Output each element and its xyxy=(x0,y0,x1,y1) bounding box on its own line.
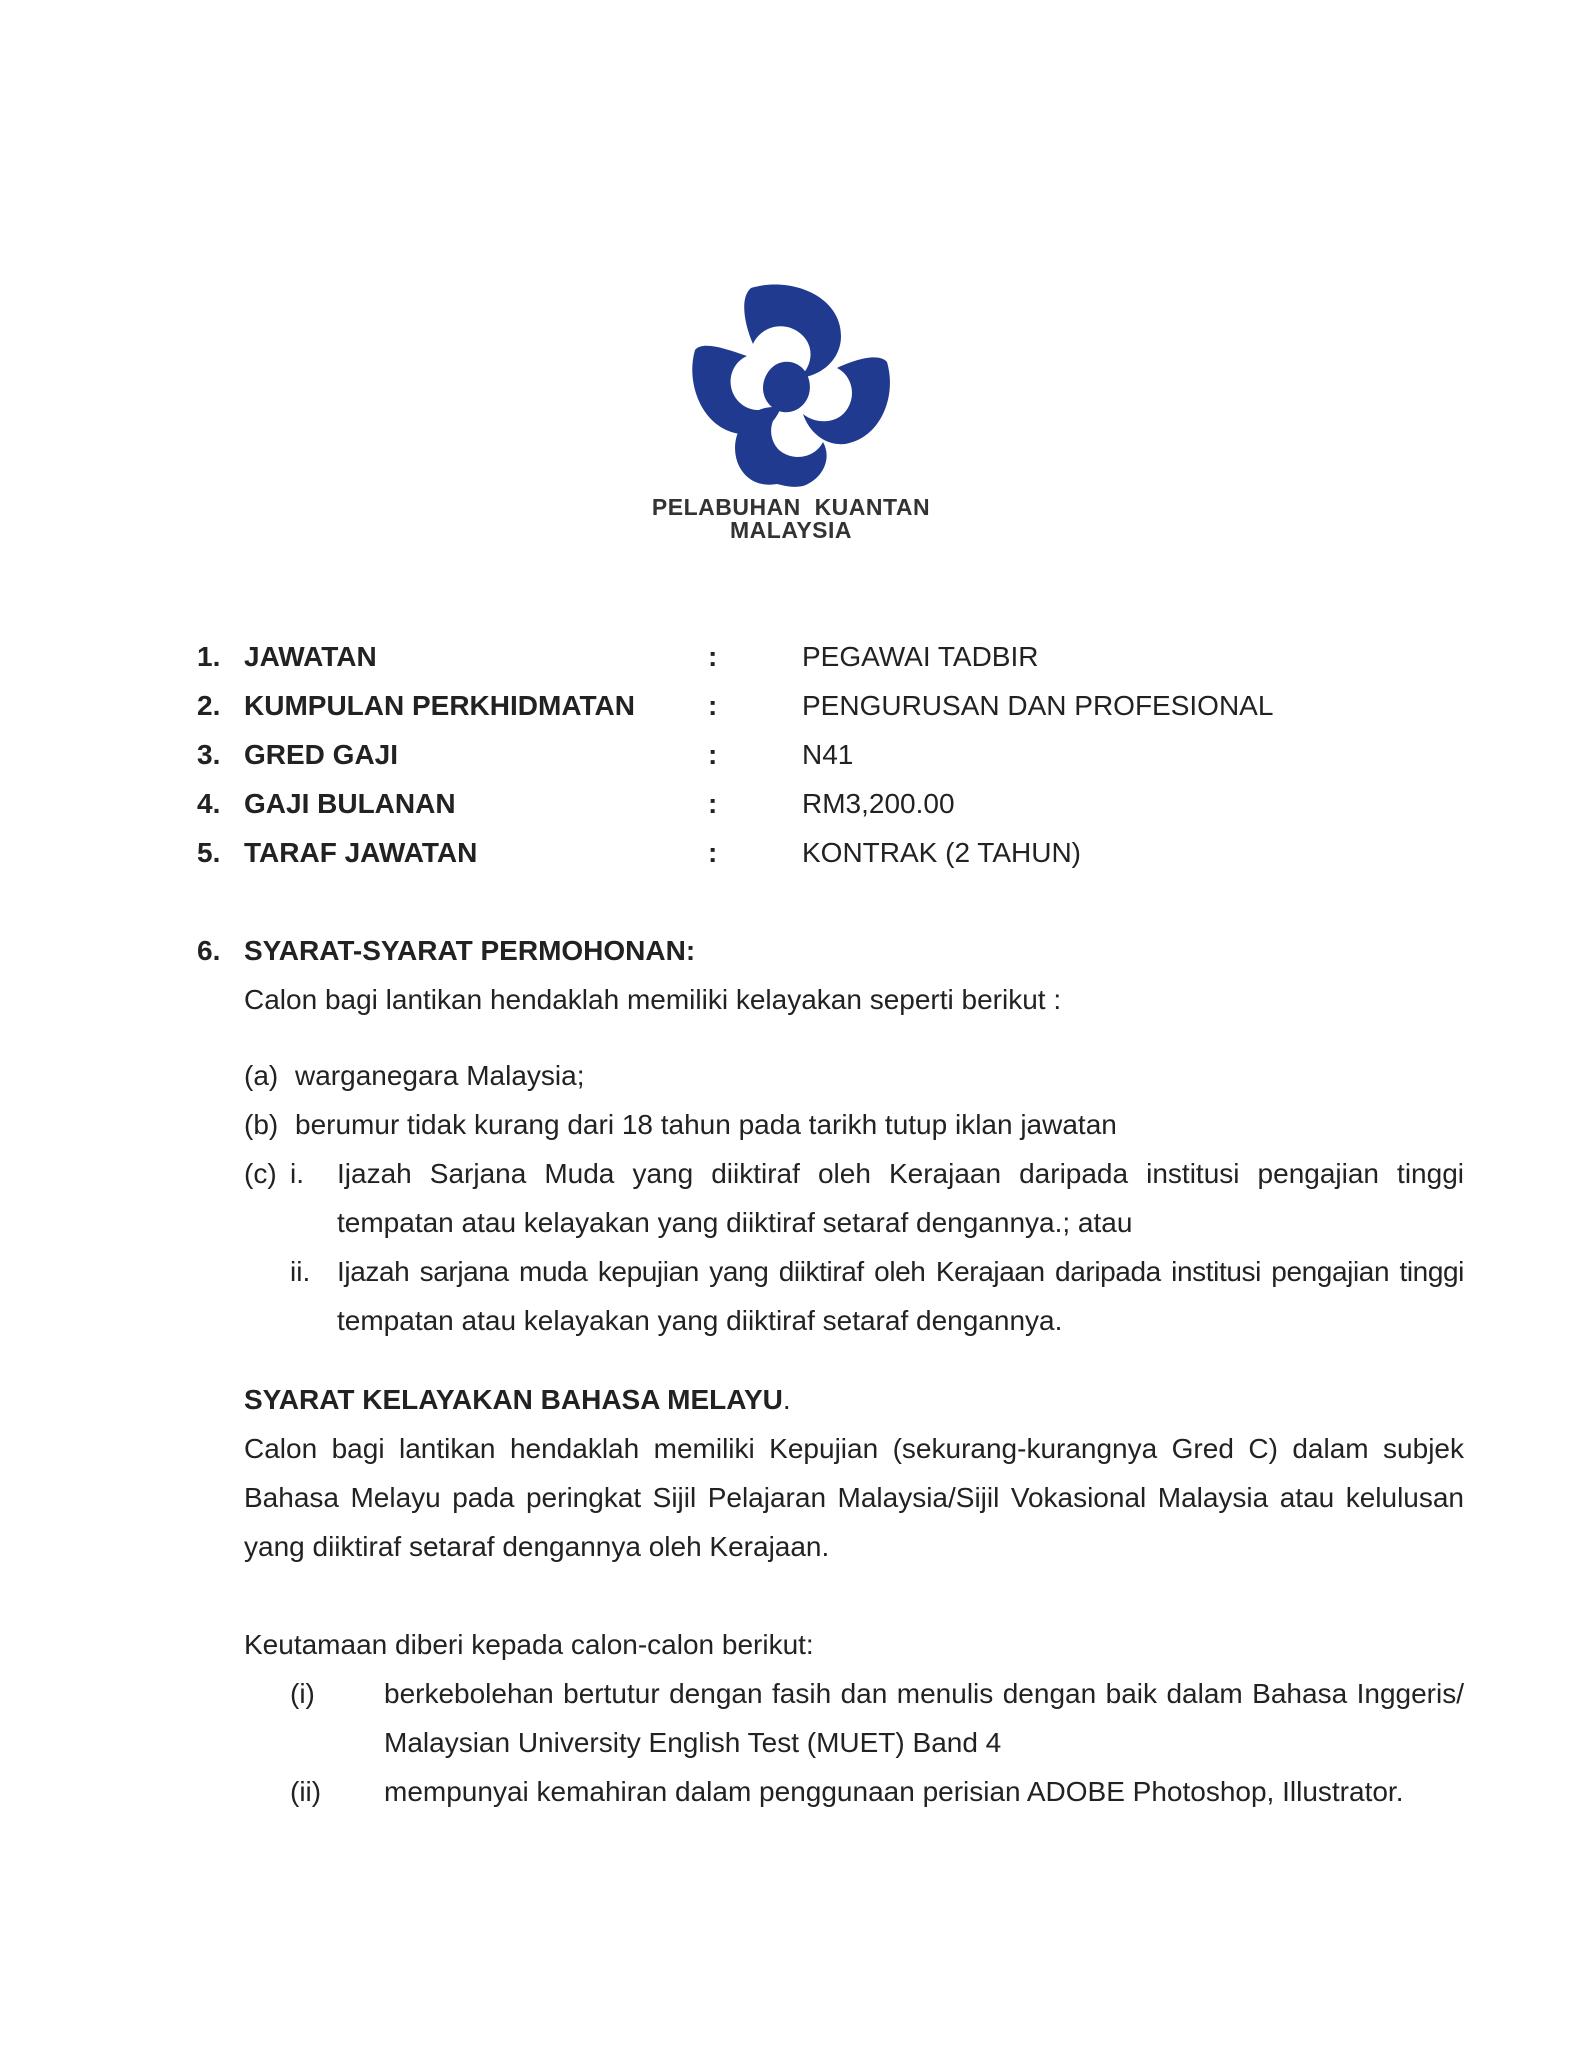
item-b-marker: (b) xyxy=(244,1109,279,1140)
item-a-text: warganegara Malaysia; xyxy=(295,1060,585,1091)
bahasa-line1: Calon bagi lantikan hendaklah memiliki Kepujian (sekurang-kurangnya Gred C) dalam subjek xyxy=(244,1433,1464,1464)
bahasa-line3: yang diiktiraf setaraf dengannya oleh Kerajaan. xyxy=(244,1531,830,1562)
syarat-heading: SYARAT-SYARAT PERMOHONAN: xyxy=(244,935,696,966)
item-c-i-line1: Ijazah Sarjana Muda yang diiktiraf oleh Kerajaan daripada institusi pengajian tinggi xyxy=(337,1158,1464,1189)
keutamaan-ii-marker: (ii) xyxy=(290,1776,322,1807)
info-label: TARAF JAWATAN xyxy=(244,837,478,868)
item-a-marker: (a) xyxy=(244,1060,279,1091)
item-c-i-marker: i. xyxy=(290,1158,304,1189)
info-colon: : xyxy=(708,739,718,770)
info-number: 5. xyxy=(197,837,221,868)
keutamaan-i-line1: berkebolehan bertutur dengan fasih dan menulis dengan baik dalam Bahasa Inggeris/ xyxy=(384,1678,1464,1709)
info-value: RM3,200.00 xyxy=(802,788,955,819)
item-b-text: berumur tidak kurang dari 18 tahun pada tarikh tutup iklan jawatan xyxy=(295,1109,1117,1140)
item-c-i-line2: tempatan atau kelayakan yang diiktiraf setaraf dengannya.; atau xyxy=(337,1207,1133,1238)
item-c-marker: (c) xyxy=(244,1158,277,1189)
info-label: GAJI BULANAN xyxy=(244,788,456,819)
keutamaan-i-line2: Malaysian University English Test (MUET) Band 4 xyxy=(384,1727,1002,1758)
keutamaan-ii-line1: mempunyai kemahiran dalam penggunaan perisian ADOBE Photoshop, Illustrator. xyxy=(384,1776,1404,1807)
logo-name-line2: MALAYSIA xyxy=(730,517,852,543)
info-number: 4. xyxy=(197,788,221,819)
info-number: 2. xyxy=(197,690,221,721)
bahasa-line2: Bahasa Melayu pada peringkat Sijil Pelajaran Malaysia/Sijil Vokasional Malaysia atau kelulusan xyxy=(244,1482,1464,1513)
item-c-ii-line1: Ijazah sarjana muda kepujian yang diiktiraf oleh Kerajaan daripada institusi pengajian tinggi xyxy=(337,1256,1464,1287)
bahasa-heading-suffix: . xyxy=(782,1384,791,1415)
info-value: N41 xyxy=(802,739,854,770)
info-value: PENGURUSAN DAN PROFESIONAL xyxy=(802,690,1274,721)
info-value: KONTRAK (2 TAHUN) xyxy=(802,837,1081,868)
info-number: 3. xyxy=(197,739,221,770)
pelabuhan-kuantan-logo xyxy=(646,280,936,542)
syarat-number: 6. xyxy=(197,935,221,966)
info-colon: : xyxy=(708,837,718,868)
info-colon: : xyxy=(708,788,718,819)
syarat-intro: Calon bagi lantikan hendaklah memiliki kelayakan seperti berikut : xyxy=(244,984,1062,1015)
info-number: 1. xyxy=(197,641,221,672)
info-label: JAWATAN xyxy=(244,641,377,672)
info-label: KUMPULAN PERKHIDMATAN xyxy=(244,690,635,721)
info-label: GRED GAJI xyxy=(244,739,399,770)
logo-name-line1: PELABUHAN KUANTAN xyxy=(651,494,931,520)
item-c-ii-line2: tempatan atau kelayakan yang diiktiraf setaraf dengannya. xyxy=(337,1305,1063,1336)
keutamaan-i-marker: (i) xyxy=(290,1678,315,1709)
bahasa-heading-line xyxy=(244,1376,791,1424)
keutamaan-intro: Keutamaan diberi kepada calon-calon berikut: xyxy=(244,1629,814,1660)
info-colon: : xyxy=(708,690,718,721)
info-colon: : xyxy=(708,641,718,672)
port-emblem-icon xyxy=(681,280,901,490)
logo-text xyxy=(646,496,936,542)
info-value: PEGAWAI TADBIR xyxy=(802,641,1039,672)
item-c-ii-marker: ii. xyxy=(290,1256,311,1287)
bahasa-heading: SYARAT KELAYAKAN BAHASA MELAYU xyxy=(244,1384,783,1415)
